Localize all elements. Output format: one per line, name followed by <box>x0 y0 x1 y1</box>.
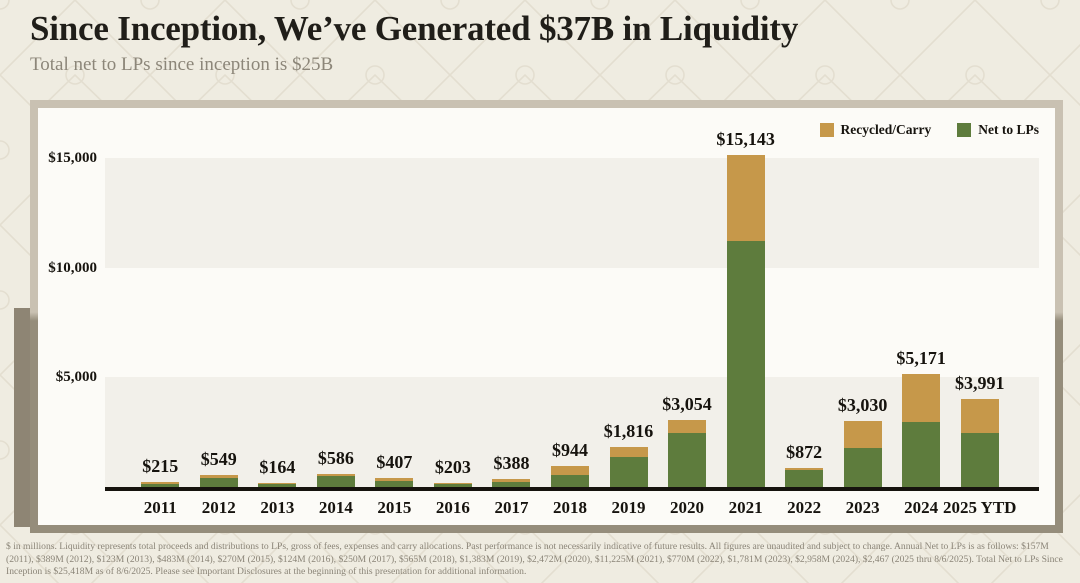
bar-stack <box>317 474 355 487</box>
bar-segment-recycled-carry <box>551 466 589 474</box>
legend-item-recycled-carry <box>820 122 932 138</box>
bar-stack <box>200 475 238 487</box>
bar-segment-recycled-carry <box>668 420 706 433</box>
bar-stack <box>785 468 823 487</box>
x-axis-label: 2015 <box>377 498 412 517</box>
chart-card-inner <box>38 108 1055 525</box>
bar-group-2014 <box>307 147 366 517</box>
bar-value-label: $3,054 <box>662 394 712 415</box>
bar-value-label: $586 <box>317 448 354 469</box>
bar-group-2024 <box>892 147 951 517</box>
bar-value-label: $15,143 <box>716 128 775 149</box>
bar-value-label: $3,030 <box>837 394 888 415</box>
x-axis-label: 2019 <box>611 498 646 517</box>
bar-segment-recycled-carry <box>961 399 999 432</box>
slide-header <box>30 9 798 76</box>
x-axis-label: 2013 <box>260 498 295 517</box>
bar-group-2016 <box>424 147 483 517</box>
x-axis-label: 2021 <box>728 498 763 517</box>
bar-group-2017 <box>482 147 541 517</box>
bar-segment-net-to-lps <box>200 478 238 487</box>
bar-stack <box>551 466 589 487</box>
x-axis-label: 2025 YTD <box>942 498 1017 517</box>
bar-group-2012 <box>190 147 249 517</box>
bar-segment-net-to-lps <box>961 433 999 487</box>
bar-value-label: $549 <box>200 448 237 469</box>
bar-segment-net-to-lps <box>610 457 648 487</box>
footnote: $ in millions. Liquidity represents total proceeds and distributions to LPs, gross of fees, expenses and carry allocations. Past performance is not necessarily indicative of future results. All figures are unaudited and subject to change. Annual Net to LPs is as follows: $157M (2011), $389M (2012), $123M (2013), $483M (2014), $270M (2015), $124M (2016), $250M (2017), $565M (2018), $1,383M (2019), $2,472M (2020), $11,225M (2021), $770M (2022), $1,781M (2023), $2,958M (2024), $2,467 (2025 thru 8/6/2025). Total Net to LPs Since Inception is $25,418M as of 8/6/2025. Please see Important Disclosures at the beginning of this presentation for additional information. <box>6 541 1063 578</box>
bar-stack <box>668 420 706 487</box>
bar-segment-net-to-lps <box>727 241 765 487</box>
bar-segment-recycled-carry <box>844 421 882 448</box>
bar-segment-net-to-lps <box>317 476 355 487</box>
bar-stack <box>844 421 882 487</box>
bar-stack <box>610 447 648 487</box>
bar-group-2018 <box>541 147 600 517</box>
x-axis-label: 2012 <box>201 498 236 517</box>
bar-group-2020 <box>658 147 717 517</box>
bar-value-label: $164 <box>259 457 296 478</box>
bar-group-2019 <box>599 147 658 517</box>
bar-value-label: $3,991 <box>954 373 1005 394</box>
bar-value-label: $5,171 <box>896 347 946 368</box>
bar-value-label: $944 <box>551 440 588 461</box>
bar-segment-recycled-carry <box>727 155 765 241</box>
bar-stack <box>492 479 530 487</box>
bar-stack <box>727 155 765 487</box>
bar-group-2023 <box>833 147 892 517</box>
y-axis-labels <box>38 147 97 487</box>
card-shadow-strip <box>14 308 31 527</box>
bar-segment-net-to-lps <box>785 470 823 487</box>
bar-segment-net-to-lps <box>551 475 589 487</box>
bar-group-2025-ytd <box>942 147 1017 517</box>
legend-label-recycled-carry: Recycled/Carry <box>840 122 932 137</box>
chart-card <box>30 100 1063 533</box>
x-axis-line <box>105 487 1039 491</box>
bar-segment-net-to-lps <box>844 448 882 487</box>
x-axis-label: 2023 <box>845 498 880 517</box>
x-axis-label: 2017 <box>494 498 529 517</box>
bar-group-2015 <box>365 147 424 517</box>
bar-segment-net-to-lps <box>902 422 940 487</box>
bar-group-2022 <box>775 147 834 517</box>
x-axis-label: 2018 <box>552 498 587 517</box>
legend-item-net-to-lps <box>957 122 1039 138</box>
bar-value-label: $407 <box>376 452 413 473</box>
bar-group-2013 <box>248 147 307 517</box>
bar-stack <box>375 478 413 487</box>
bar-stack <box>961 399 999 487</box>
page-subtitle: Total net to LPs since inception is $25B <box>30 54 334 76</box>
y-tick-label: $10,000 <box>48 259 97 276</box>
bar-group-2021 <box>716 128 775 517</box>
x-axis-label: 2022 <box>787 498 822 517</box>
page-title: Since Inception, We’ve Generated $37B in Liquidity <box>30 9 799 48</box>
bar-segment-net-to-lps <box>668 433 706 487</box>
x-axis-label: 2020 <box>670 498 705 517</box>
bar-value-label: $215 <box>142 456 179 477</box>
x-axis-label: 2024 <box>904 498 939 517</box>
legend-swatch-net-to-lps <box>957 123 971 137</box>
legend-swatch-recycled-carry <box>820 123 834 137</box>
bar-value-label: $388 <box>493 452 530 473</box>
y-tick-label: $15,000 <box>48 149 97 166</box>
bar-segment-recycled-carry <box>902 374 940 423</box>
bar-group-2011 <box>131 147 190 517</box>
x-axis-label: 2016 <box>435 498 470 517</box>
bar-segment-recycled-carry <box>610 447 648 456</box>
bar-value-label: $872 <box>786 441 823 462</box>
x-axis-label: 2011 <box>143 498 177 517</box>
bar-value-label: $203 <box>434 456 471 477</box>
chart-legend <box>820 122 1039 138</box>
x-axis-label: 2014 <box>318 498 353 517</box>
bar-stack <box>902 374 940 487</box>
legend-label-net-to-lps: Net to LPs <box>978 122 1039 137</box>
y-tick-label: $5,000 <box>55 369 97 386</box>
bar-value-label: $1,816 <box>603 421 654 442</box>
